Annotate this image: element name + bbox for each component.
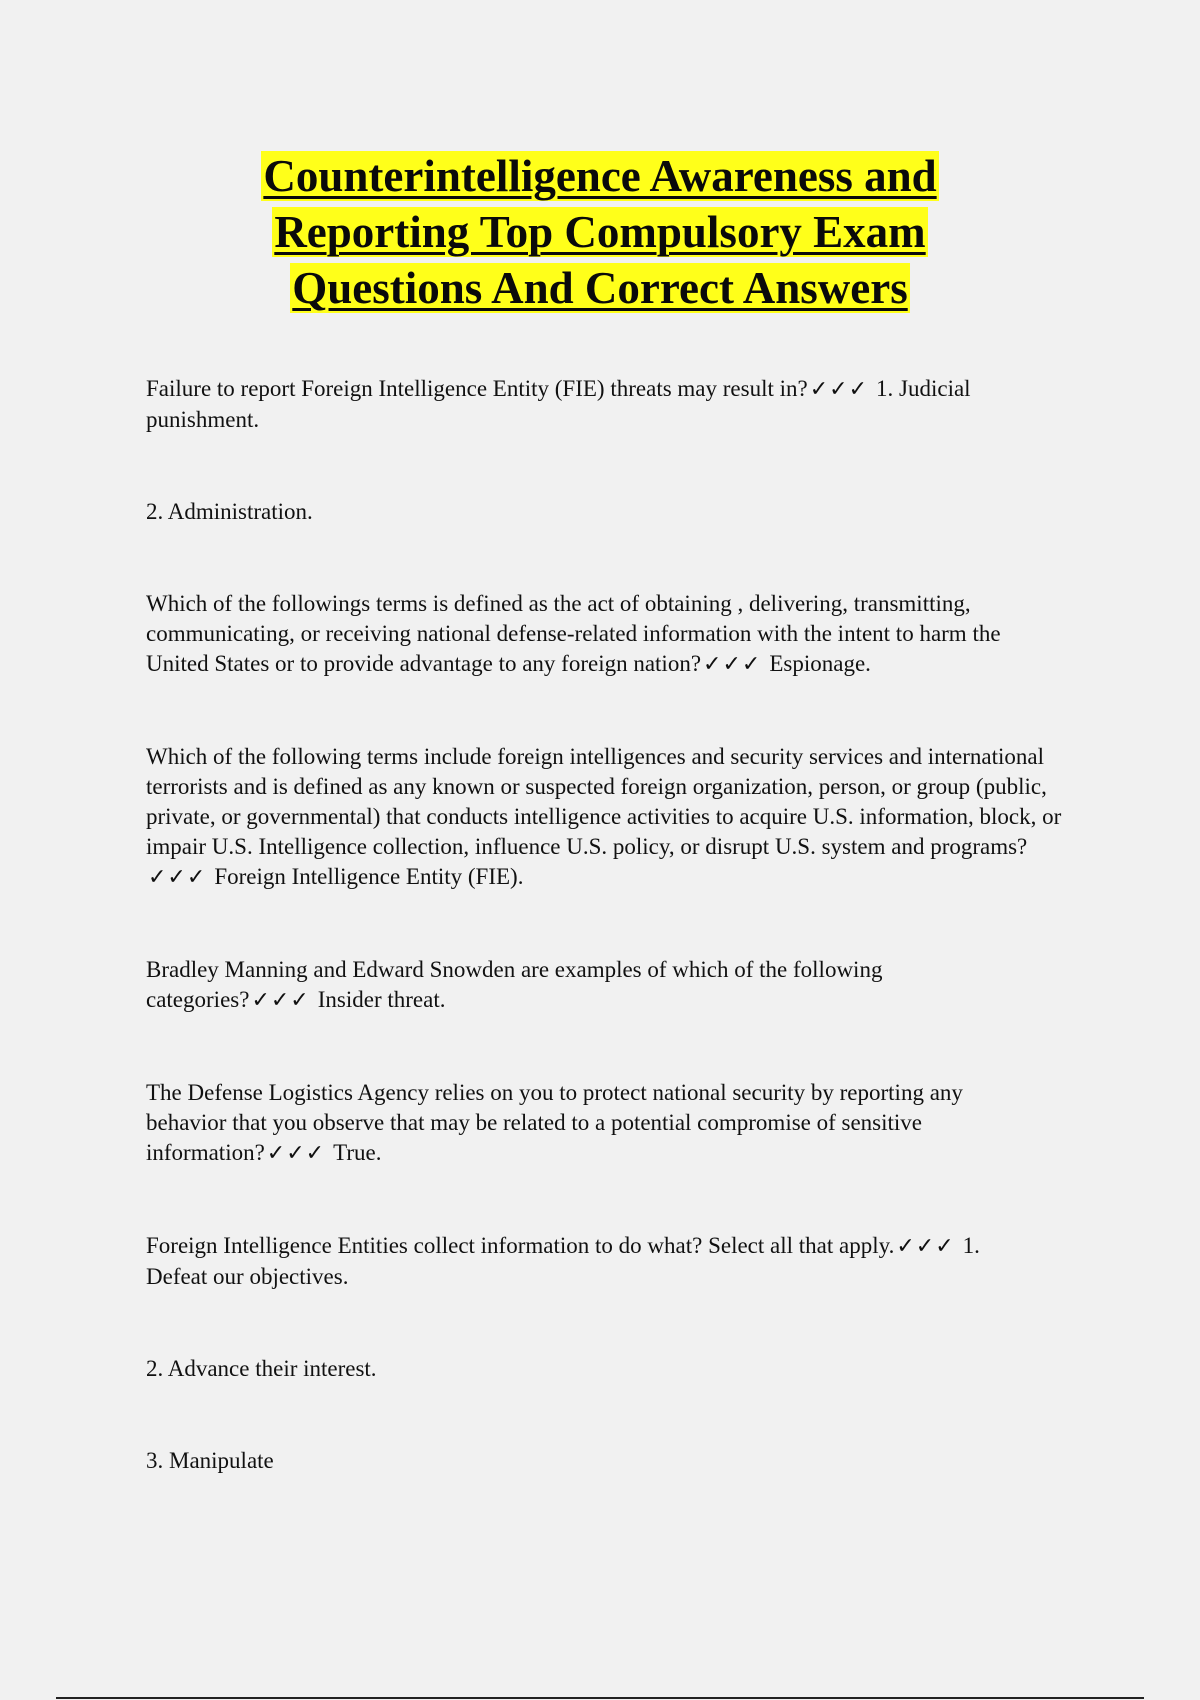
qa-list <box>146 374 1066 1476</box>
answer-text: Insider threat. <box>317 987 446 1012</box>
answer-text: Foreign Intelligence Entity (FIE). <box>214 864 524 889</box>
qa-item-4 <box>146 955 946 1016</box>
title-line-3: Questions And Correct Answers <box>292 263 908 313</box>
question-text: Which of the followings terms is defined as the act of obtaining , delivering, transmitting, communicating, or receiving national defense-related information with the intent to harm the United States or to provide advantage to any foreign nation? <box>146 591 1001 676</box>
check-mark-icon: ✓✓✓ <box>896 1234 955 1259</box>
answer-continuation: 3. Manipulate <box>146 1448 274 1473</box>
answer-text: Espionage. <box>769 651 871 676</box>
page-divider <box>56 1697 1144 1699</box>
title-line-2: Reporting Top Compulsory Exam <box>274 207 926 257</box>
question-text: The Defense Logistics Agency relies on you to protect national security by reporting any behavior that you observe that may be related to a potential compromise of sensitive information? <box>146 1080 963 1165</box>
check-mark-icon: ✓✓✓ <box>703 652 762 677</box>
answer-continuation: 2. Advance their interest. <box>146 1356 377 1381</box>
check-mark-icon: ✓✓✓ <box>266 1141 326 1166</box>
qa-item-1 <box>146 374 1026 435</box>
question-text: Bradley Manning and Edward Snowden are examples of which of the following categories? <box>146 957 883 1012</box>
answer-text: 1. Defeat our objectives. <box>146 1233 980 1289</box>
title-line-1: Counterintelligence Awareness and <box>263 151 937 201</box>
qa-item-2 <box>146 589 1056 680</box>
qa-item-5 <box>146 1078 1026 1169</box>
answer-text: True. <box>333 1140 382 1165</box>
question-text: Foreign Intelligence Entities collect information to do what? Select all that apply. <box>146 1233 895 1258</box>
check-mark-icon: ✓✓✓ <box>148 865 207 890</box>
qa-item-6 <box>146 1231 1046 1292</box>
answer-text: 1. Judicial punishment. <box>146 376 971 432</box>
answer-continuation: 2. Administration. <box>146 499 313 524</box>
question-text: Which of the following terms include foreign intelligences and security services and international terrorists and is defined as any known or suspected foreign organization, person, or group (public, private, or governmental) that conducts intelligence activities to acquire U.S. information, block, or impair U.S. Intelligence collection, influence U.S. policy, or disrupt U.S. system and programs? <box>146 744 1062 859</box>
question-text: Failure to report Foreign Intelligence Entity (FIE) threats may result in? <box>146 376 808 401</box>
qa-item-3 <box>146 742 1066 893</box>
check-mark-icon: ✓✓✓ <box>251 988 310 1013</box>
document-title <box>200 148 1000 316</box>
check-mark-icon: ✓✓✓ <box>809 377 869 402</box>
